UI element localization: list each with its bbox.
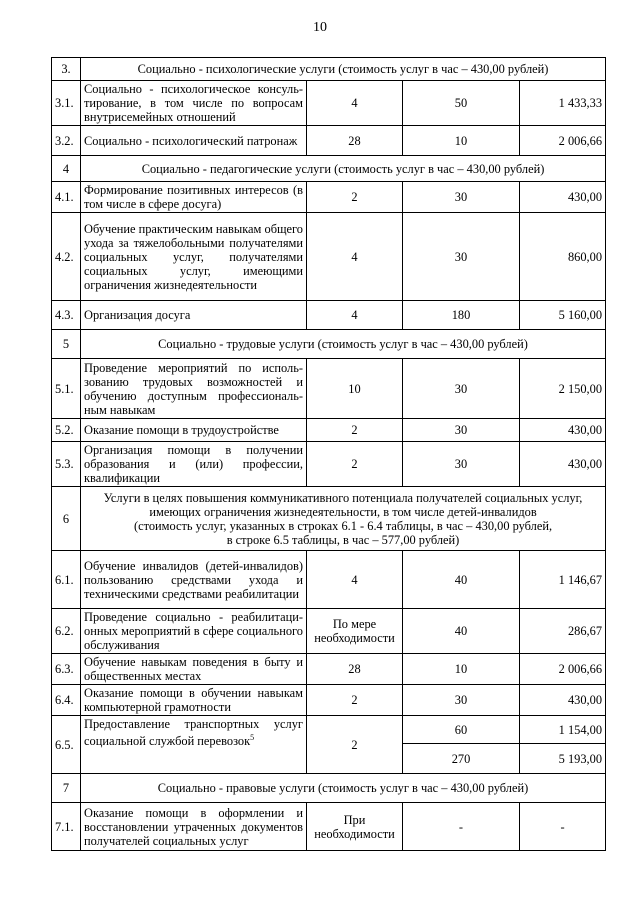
service-time: 50	[403, 81, 520, 126]
table-row	[52, 716, 606, 744]
table-row	[52, 81, 606, 126]
service-name: Проведение социально - реабилитационных мероприятий в сфере социального обслуживания	[81, 609, 307, 654]
table-row	[52, 213, 606, 301]
section-number: 5	[52, 330, 81, 359]
service-cost: 1 433,33	[520, 81, 606, 126]
table-row	[52, 609, 606, 654]
row-number: 6.2.	[52, 609, 81, 654]
service-name: Оказание помощи в оформлении и восстановлении утраченных документов получателей социальных услуг	[81, 803, 307, 851]
section-title-line: имеющих ограничения жизнедеятельности, в том числе детей-инвалидов	[149, 504, 537, 519]
row-number: 5.2.	[52, 419, 81, 442]
row-number: 3.2.	[52, 126, 81, 156]
service-name: Социально - психологический патронаж	[81, 126, 307, 156]
row-number: 6.4.	[52, 685, 81, 716]
service-cost: 286,67	[520, 609, 606, 654]
section-row-4	[52, 156, 606, 182]
service-time: 40	[403, 551, 520, 609]
row-number: 6.3.	[52, 654, 81, 685]
service-cost: -	[520, 803, 606, 851]
service-quantity: 2	[307, 716, 403, 774]
row-number: 5.3.	[52, 442, 81, 487]
service-quantity: 4	[307, 551, 403, 609]
service-cost: 2 006,66	[520, 126, 606, 156]
table-row	[52, 419, 606, 442]
service-cost: 1 154,00	[520, 716, 606, 744]
section-number: 6	[52, 487, 81, 551]
service-time: 30	[403, 213, 520, 301]
service-cost: 2 150,00	[520, 359, 606, 419]
section-row-3	[52, 58, 606, 81]
service-name: Социально - психологическое консультирование, в том числе по вопросам внутрисемейных отношений	[81, 81, 307, 126]
service-time: -	[403, 803, 520, 851]
table-row	[52, 551, 606, 609]
section-number: 4	[52, 156, 81, 182]
row-number: 4.3.	[52, 301, 81, 330]
service-name: Организация помощи в получении образования и (или) профессии, квалификации	[81, 442, 307, 487]
service-quantity: 2	[307, 685, 403, 716]
table-row	[52, 803, 606, 851]
service-name: Организация досуга	[81, 301, 307, 330]
service-time: 10	[403, 654, 520, 685]
section-title: Социально - педагогические услуги (стоимость услуг в час – 430,00 рублей)	[81, 156, 606, 182]
quantity-line: необходимости	[314, 826, 395, 841]
section-title: Социально - трудовые услуги (стоимость услуг в час – 430,00 рублей)	[81, 330, 606, 359]
table-row	[52, 654, 606, 685]
footnote-marker: 5	[250, 733, 255, 742]
section-row-5	[52, 330, 606, 359]
section-number: 7	[52, 774, 81, 803]
service-time: 10	[403, 126, 520, 156]
row-number: 6.5.	[52, 716, 81, 774]
service-cost: 5 160,00	[520, 301, 606, 330]
row-number: 4.1.	[52, 182, 81, 213]
table-row	[52, 359, 606, 419]
service-quantity: 4	[307, 81, 403, 126]
quantity-line: По мере	[332, 617, 377, 631]
service-name: Оказание помощи в обучении навыкам компьютерной грамотности	[81, 685, 307, 716]
service-name: Формирование позитивных интересов (в том числе в сфере досуга)	[81, 182, 307, 213]
table-row	[52, 442, 606, 487]
service-name: Обучение навыкам поведения в быту и общественных местах	[81, 654, 307, 685]
service-cost: 430,00	[520, 182, 606, 213]
service-name-text: Предоставление транспортных услуг социальной службой перевозок	[84, 717, 303, 749]
service-time: 60	[403, 716, 520, 744]
section-title-line: (стоимость услуг, указанных в строках 6.1 - 6.4 таблицы, в час – 430,00 рублей,	[133, 518, 553, 533]
service-name: Обучение практическим навыкам общего ухода за тяжелобольными получателями социальных услуг, получателями социальных услуг, имеющими ограничения жизнедеятельности	[81, 213, 307, 301]
service-name	[81, 716, 307, 774]
service-cost: 1 146,67	[520, 551, 606, 609]
service-time: 30	[403, 685, 520, 716]
service-name: Оказание помощи в трудоустройстве	[81, 419, 307, 442]
services-table	[51, 57, 606, 851]
row-number: 6.1.	[52, 551, 81, 609]
service-quantity: 2	[307, 419, 403, 442]
row-number: 4.2.	[52, 213, 81, 301]
service-quantity	[307, 803, 403, 851]
service-time: 40	[403, 609, 520, 654]
quantity-line: При	[343, 812, 366, 827]
service-cost: 430,00	[520, 685, 606, 716]
service-cost: 5 193,00	[520, 744, 606, 774]
service-time: 30	[403, 419, 520, 442]
section-title: Социально - психологические услуги (стоимость услуг в час – 430,00 рублей)	[81, 58, 606, 81]
service-cost: 430,00	[520, 419, 606, 442]
service-quantity	[307, 609, 403, 654]
section-title-line: в строке 6.5 таблицы, в час – 577,00 рублей)	[226, 532, 460, 547]
table-row	[52, 301, 606, 330]
service-quantity: 28	[307, 126, 403, 156]
section-row-6	[52, 487, 606, 551]
service-quantity: 28	[307, 654, 403, 685]
section-title	[81, 487, 606, 551]
service-time: 30	[403, 442, 520, 487]
row-number: 5.1.	[52, 359, 81, 419]
service-quantity: 4	[307, 213, 403, 301]
section-row-7	[52, 774, 606, 803]
service-time: 30	[403, 182, 520, 213]
table-row	[52, 182, 606, 213]
service-name: Проведение мероприятий по использованию трудовых возможностей и обучению доступным профессиональным навыкам	[81, 359, 307, 419]
service-quantity: 2	[307, 442, 403, 487]
service-time: 270	[403, 744, 520, 774]
service-quantity: 2	[307, 182, 403, 213]
page-number: 10	[313, 20, 327, 35]
service-cost: 2 006,66	[520, 654, 606, 685]
table-row	[52, 126, 606, 156]
service-quantity: 4	[307, 301, 403, 330]
service-cost: 860,00	[520, 213, 606, 301]
service-quantity: 10	[307, 359, 403, 419]
section-title-line: Услуги в целях повышения коммуникативного потенциала получателей социальных услуг,	[103, 490, 583, 505]
row-number: 7.1.	[52, 803, 81, 851]
quantity-line: необходимости	[314, 631, 395, 645]
row-number: 3.1.	[52, 81, 81, 126]
service-name: Обучение инвалидов (детей-инвалидов) пользованию средствами ухода и техническими средствами реабилитации	[81, 551, 307, 609]
service-time: 180	[403, 301, 520, 330]
service-cost: 430,00	[520, 442, 606, 487]
table-row	[52, 685, 606, 716]
service-time: 30	[403, 359, 520, 419]
section-number: 3.	[52, 58, 81, 81]
section-title: Социально - правовые услуги (стоимость услуг в час – 430,00 рублей)	[81, 774, 606, 803]
